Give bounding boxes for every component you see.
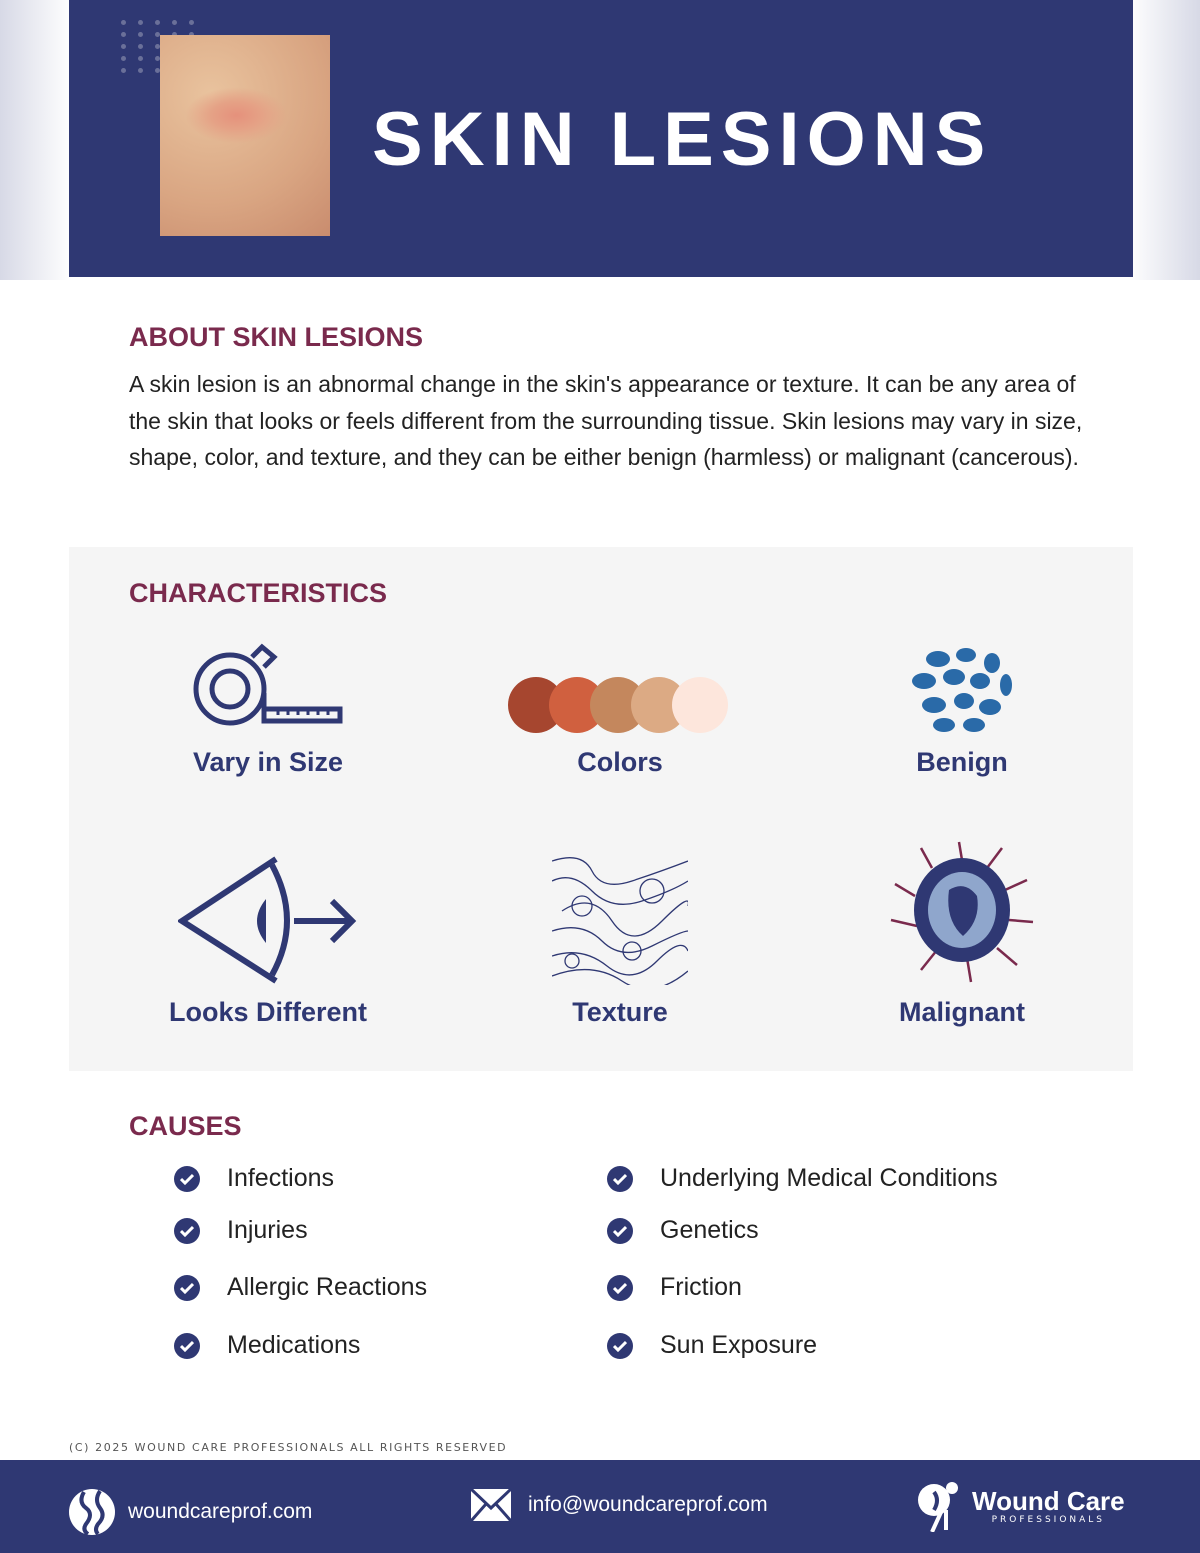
- characteristics-heading: CHARACTERISTICS: [129, 578, 388, 608]
- header-banner: [69, 0, 1133, 277]
- website-link[interactable]: [68, 1488, 312, 1536]
- logo-subtitle: PROFESSIONALS: [991, 1515, 1106, 1525]
- cause-item: [607, 1216, 759, 1245]
- cause-item: [174, 1331, 360, 1360]
- malignant-cell-icon: [812, 840, 1112, 985]
- cause-label: Friction: [660, 1273, 742, 1301]
- logo-name: Wound Care: [972, 1486, 1125, 1516]
- causes-heading: CAUSES: [129, 1111, 242, 1141]
- cause-label: Genetics: [660, 1216, 759, 1244]
- characteristic-label: Looks Different: [168, 997, 368, 1027]
- texture-pattern-icon: [470, 840, 770, 985]
- check-circle-icon: [607, 1275, 633, 1301]
- color-swatches-icon: [470, 635, 770, 735]
- check-circle-icon: [174, 1333, 200, 1359]
- footer: [0, 1460, 1200, 1553]
- copyright: (C) 2025 WOUND CARE PROFESSIONALS ALL RIGHTS RESERVED: [69, 1441, 508, 1454]
- cause-label: Medications: [227, 1331, 361, 1359]
- envelope-icon: [470, 1488, 512, 1522]
- check-circle-icon: [607, 1333, 633, 1359]
- check-circle-icon: [174, 1166, 200, 1192]
- company-logo: [916, 1480, 1125, 1532]
- email-link[interactable]: [470, 1488, 768, 1522]
- cause-label: Sun Exposure: [660, 1331, 818, 1359]
- about-text: A skin lesion is an abnormal change in the skin's appearance or texture. It can be any area of the skin that looks or feels different from the surrounding tissue. Skin lesions may vary in size, shape, color, and texture, and they can be either benign (harmless) or malignant (cancerous).: [129, 371, 1083, 470]
- cause-item: [607, 1273, 742, 1302]
- characteristic-label: Texture: [572, 997, 668, 1027]
- cause-item: [174, 1164, 334, 1193]
- tape-measure-icon: [118, 635, 418, 735]
- characteristic-colors: [470, 635, 770, 778]
- characteristic-label: Colors: [577, 747, 663, 777]
- benign-cells-icon: [812, 635, 1112, 735]
- check-circle-icon: [607, 1166, 633, 1192]
- cause-item: [174, 1216, 308, 1245]
- color-swatch: [672, 677, 728, 733]
- characteristic-looks-different: [118, 840, 418, 1028]
- logo-figure-icon: [916, 1480, 966, 1532]
- email-text[interactable]: info@woundcareprof.com: [528, 1493, 768, 1516]
- check-circle-icon: [174, 1275, 200, 1301]
- check-circle-icon: [607, 1218, 633, 1244]
- cause-item: [174, 1273, 427, 1302]
- check-circle-icon: [174, 1218, 200, 1244]
- characteristic-vary-size: [118, 635, 418, 778]
- eye-arrow-icon: [118, 840, 418, 985]
- globe-icon: [68, 1488, 116, 1536]
- about-heading: ABOUT SKIN LESIONS: [129, 322, 424, 352]
- characteristic-label: Benign: [916, 747, 1008, 777]
- cause-label: Allergic Reactions: [227, 1273, 428, 1301]
- cause-label: Underlying Medical Conditions: [660, 1164, 998, 1192]
- page-title: SKIN LESIONS: [372, 97, 993, 182]
- characteristic-texture: [470, 840, 770, 1028]
- characteristic-benign: [812, 635, 1112, 778]
- skin-lesion-photo: [160, 35, 330, 236]
- characteristic-label: Malignant: [899, 997, 1025, 1027]
- cause-label: Infections: [227, 1164, 335, 1192]
- cause-item: [607, 1331, 817, 1360]
- website-text[interactable]: woundcareprof.com: [128, 1500, 313, 1523]
- characteristic-malignant: [812, 840, 1112, 1028]
- characteristic-label: Vary in Size: [192, 747, 344, 777]
- cause-label: Injuries: [227, 1216, 308, 1244]
- cause-item: [607, 1164, 998, 1193]
